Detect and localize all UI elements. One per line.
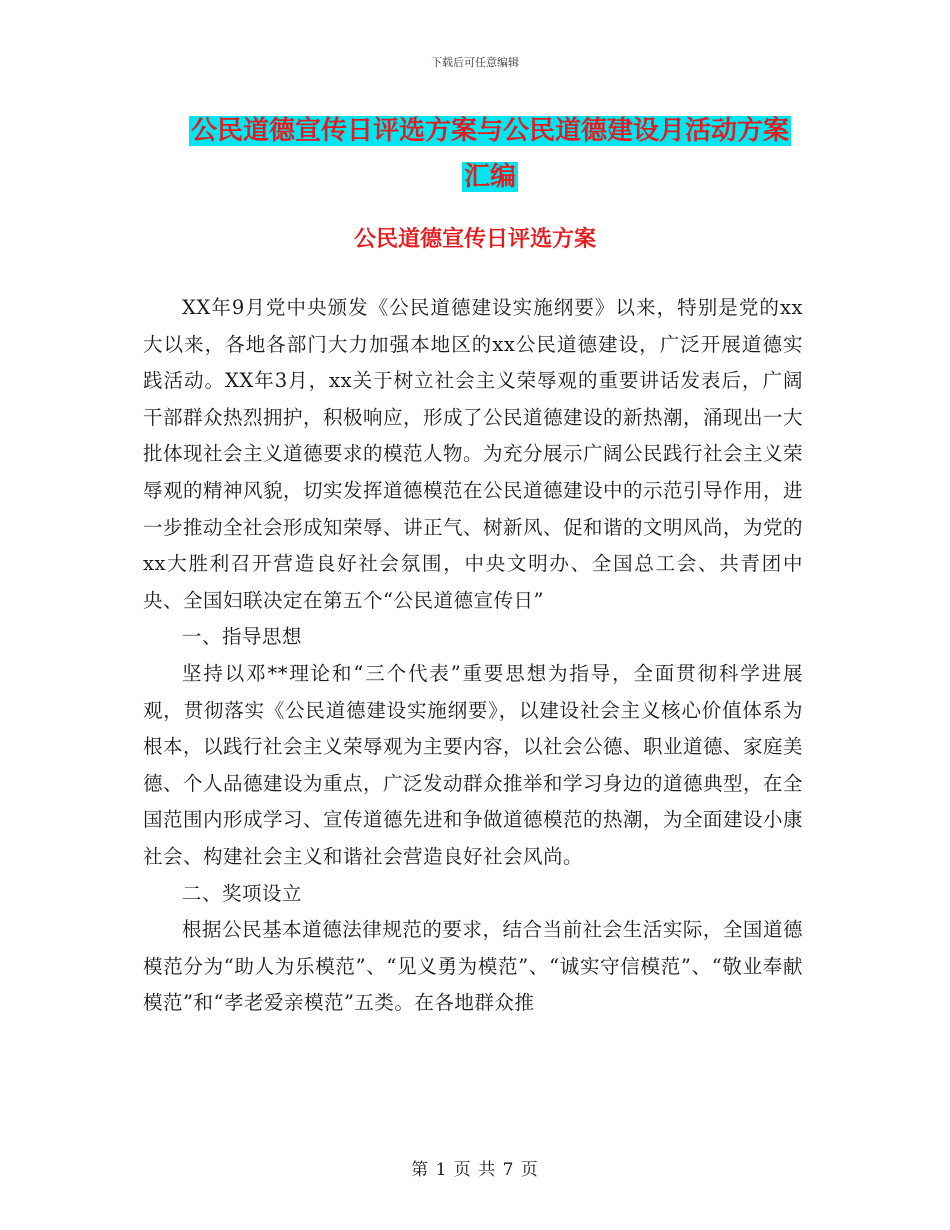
document-body (143, 290, 803, 1022)
title-line-1: 公民道德宣传日评选方案与公民道德建设月活动方案 (190, 116, 789, 146)
heading-guiding-ideology: 一、指导思想 (182, 625, 303, 649)
heading-awards: 二、奖项设立 (182, 881, 303, 905)
document-title (140, 108, 840, 200)
header-note: 下载后可任意编辑 (431, 56, 519, 69)
section-title: 公民道德宣传日评选方案 (353, 227, 596, 252)
paragraph-guiding-ideology: 坚持以邓**理论和“三个代表”重要思想为指导，全面贯彻科学进展观，贯彻落实《公民道德建设实施纲要》，以建设社会主义核心价值体系为根本，以践行社会主义荣辱观为主要内容，以社会公德、职业道德、家庭美德、个人品德建设为重点，广泛发动群众推举和学习身边的道德典型，在全国范围内形成学习、宣传道德先进和争做道德模范的热潮，为全面建设小康社会、构建社会主义和谐社会营造良好社会风尚。 (143, 661, 804, 868)
paragraph-intro: XX年9月党中央颁发《公民道德建设实施纲要》以来，特别是党的xx大以来，各地各部门大力加强本地区的xx公民道德建设，广泛开展道德实践活动。XX年3月，xx关于树立社会主义荣辱观的重要讲话发表后，广阔干部群众热烈拥护，积极响应，形成了公民道德建设的新热潮，涌现出一大批体现社会主义道德要求的模范人物。为充分展示广阔公民践行社会主义荣辱观的精神风貌，切实发挥道德模范在公民道德建设中的示范引导作用，进一步推动全社会形成知荣辱、讲正气、树新风、促和谐的文明风尚，为党的xx大胜利召开营造良好社会氛围，中央文明办、全国总工会、共青团中央、全国妇联决定在第五个“公民道德宣传日” (143, 296, 804, 612)
paragraph-awards: 根据公民基本道德法律规范的要求，结合当前社会生活实际，全国道德模范分为“助人为乐模范”、“见义勇为模范”、“诚实守信模范”、“敬业奉献模范”和“孝老爱亲模范”五类。在各地群众推 (143, 918, 803, 1015)
title-line-2: 汇编 (463, 162, 516, 192)
page-footer: 第 1 页 共 7 页 (411, 1160, 539, 1180)
